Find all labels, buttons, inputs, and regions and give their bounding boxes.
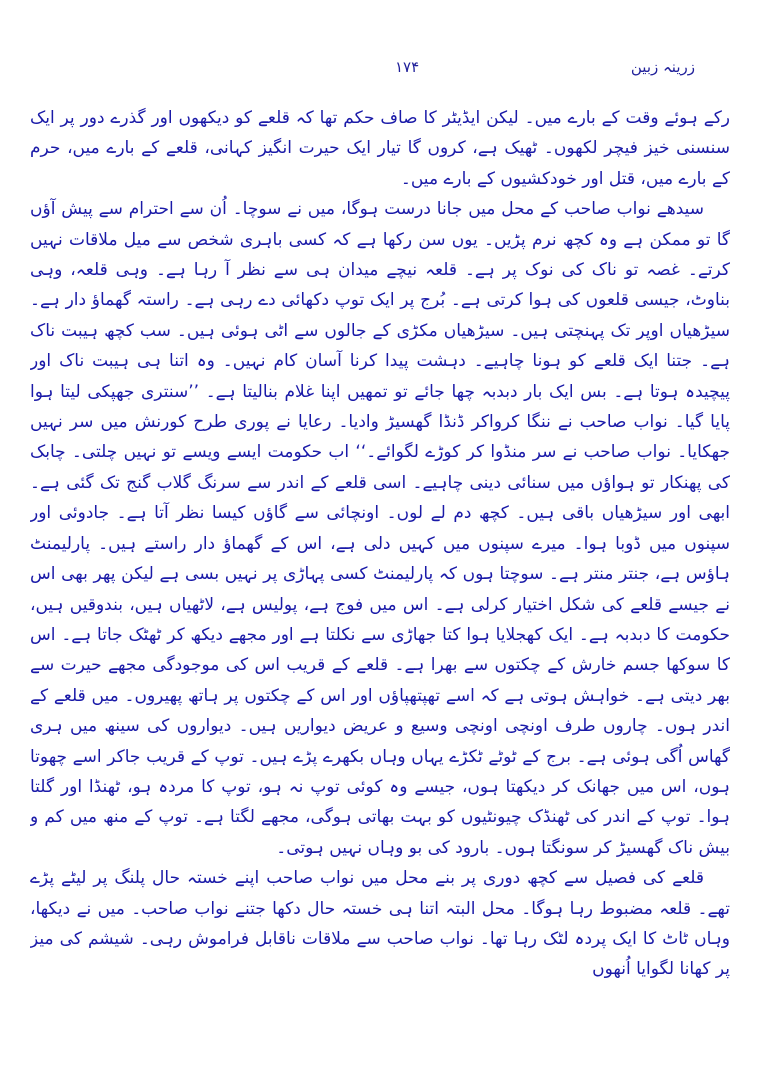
paragraph: سیدھے نواب صاحب کے محل میں جانا درست ہوگا، میں نے سوچا۔ اُن سے احترام سے پیش آؤں گا تو ممکن ہے وہ کچھ نرم پڑیں۔ یوں سن رکھا ہے کہ کسی باہری شخص سے میل ملاقات نہیں کرتے۔ غصہ تو ناک کی نوک پر ہے۔ قلعہ نیچے میدان ہی سے نظر آ رہا ہے۔ وہی قلعہ، وہی بناوٹ، جیسی قلعوں کی ہوا کرتی ہے۔ بُرج پر ایک توپ دکھائی دے رہی ہے۔ راستہ گھماؤ دار ہے۔ سیڑھیاں اوپر تک پہنچتی ہیں۔ سیڑھیاں مکڑی کے جالوں سے اٹی ہوئی ہیں۔ سب کچھ ہیبت ناک ہے۔ جتنا ایک قلعے کو ہونا چاہیے۔ دہشت پیدا کرنا آسان کام نہیں۔ وہ اتنا ہی ہیبت ناک اور پیچیدہ ہوتا ہے۔ بس ایک بار دبدبہ چھا جائے تو تمھیں اپنا غلام بنالیتا ہے۔ ’’سنتری جھپکی لیتا ہوا پایا گیا۔ نواب صاحب نے ننگا کرواکر ڈنڈا گھسیڑ وادیا۔ رعایا نے پوری طرح کورنش میں سر نہیں جھکایا۔ نواب صاحب نے سر منڈوا کر کوڑے لگوائے۔‘‘ اب حکومت ایسے ویسے تو نہیں چلتی۔ چابک کی پھنکار تو ہواؤں میں سنائی دینی چاہیے۔ اسی قلعے کے اندر سے سرنگ گلاب گنج تک گئی ہے۔ ابھی اور سیڑھیاں باقی ہیں۔ کچھ دم لے لوں۔ اونچائی سے گاؤں کیسا نظر آتا ہے۔ جادوئی اور سپنوں میں ڈوبا ہوا۔ میرے سپنوں میں کہیں دلی ہے، اس کے گھماؤ دار راستے ہیں۔ پارلیمنٹ ہاؤس ہے، جنتر منتر ہے۔ سوچتا ہوں کہ پارلیمنٹ کسی پہاڑی پر نہیں بسی ہے لیکن پھر بھی اس نے جیسے قلعے کی شکل اختیار کرلی ہے۔ اس میں فوج ہے، پولیس ہے، لاٹھیاں ہیں، بندوقیں ہیں، حکومت کا دبدبہ ہے۔ ایک کھجلایا ہوا کتا جھاڑی سے نکلتا ہے اور مجھے دیکھ کر ٹھٹک جاتا ہے۔ اس کا سوکھا جسم خارش کے چکتوں سے بھرا ہے۔ قلعے کے قریب اس کی موجودگی مجھے حیرت سے بھر دیتی ہے۔ خواہش ہوتی ہے کہ اسے تھپتھپاؤں اور اس کے چکتوں پر ہاتھ پھیروں۔ میں قلعے کے اندر ہوں۔ چاروں طرف اونچی اونچی وسیع و عریض دیواریں ہیں۔ دیواروں کی سینھ میں ہری گھاس اُگی ہوئی ہے۔ برج کے ٹوٹے ٹکڑے یہاں وہاں بکھرے پڑے ہیں۔ توپ کے قریب جاکر اسے چھوتا ہوں، اس میں جھانک کر دیکھتا ہوں، جیسے وہ کوئی توپ نہ ہو، توپ کا مردہ ہو، ٹھنڈا اور گلتا ہوا۔ توپ کے اندر کی ٹھنڈک چیونٹیوں کو بہت بھاتی ہوگی، مجھے لگتا ہے۔ توپ کے منھ میں کم و بیش ناک گھسیڑ کر سونگتا ہوں۔ بارود کی بو وہاں نہیں ہوتی۔ <box>30 199 730 858</box>
paragraph: قلعے کی فصیل سے کچھ دوری پر بنے محل میں نواب صاحب اپنے خستہ حال پلنگ پر لیٹے پڑے تھے۔ قلعہ مضبوط رہا ہوگا۔ محل البتہ اتنا ہی خستہ حال دکھا جتنے نواب صاحب۔ میں نے دیکھا، وہاں ٹاٹ کا ایک پردہ لٹک رہا تھا۔ نواب صاحب سے ملاقات ناقابل فراموش رہی۔ شیشم کی میز پر کھانا لگوایا اُنھوں <box>30 868 730 980</box>
author-name: زرینہ زبین <box>630 58 695 76</box>
running-head <box>395 58 695 82</box>
page-number: ۱۷۴ <box>395 58 420 76</box>
paragraph: رکے ہوئے وقت کے بارے میں۔ لیکن ایڈیٹر کا صاف حکم تھا کہ قلعے کو دیکھوں اور گذرے دور پر ایک سنسنی خیز فیچر لکھوں۔ ٹھیک ہے، کروں گا تیار ایک حیرت انگیز کہانی، قلعے کے بارے میں، حرم کے بارے میں، قتل اور خودکشیوں کے بارے میں۔ <box>30 108 730 189</box>
body-text <box>30 103 730 1023</box>
